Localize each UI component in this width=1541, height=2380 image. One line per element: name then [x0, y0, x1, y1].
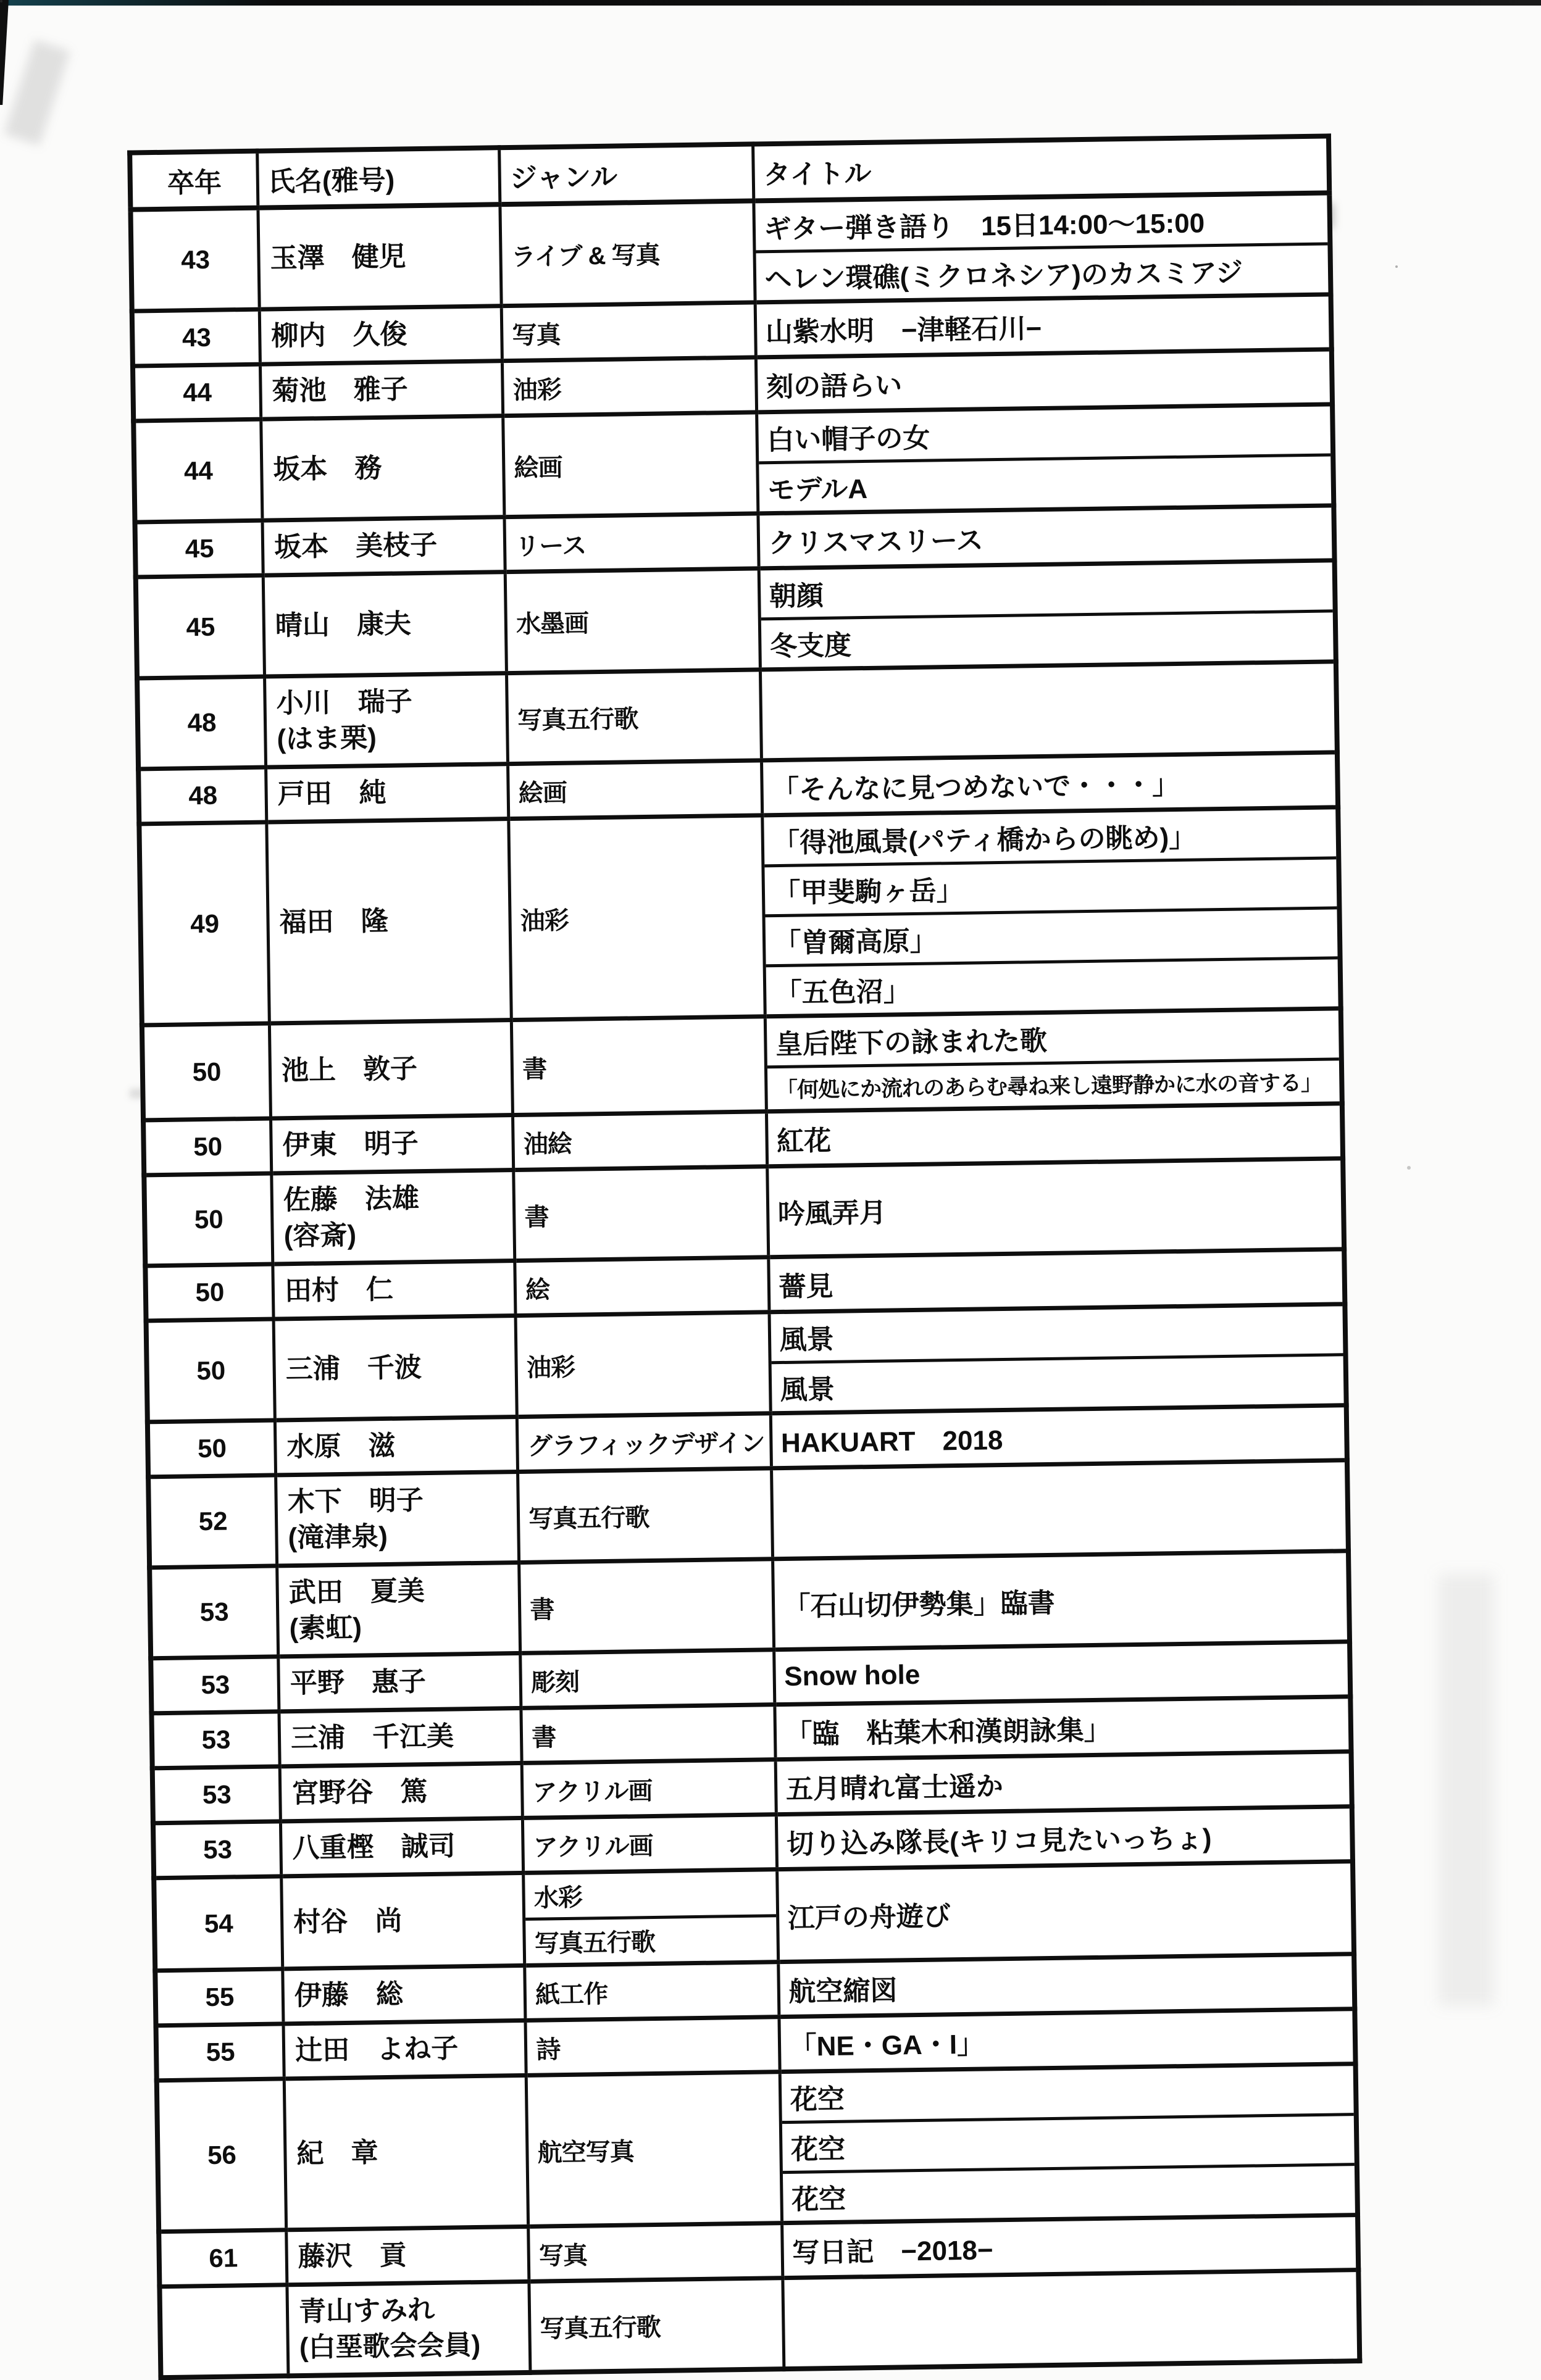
- grad-year-cell: 49: [139, 822, 269, 1025]
- grad-year-cell: 55: [156, 2024, 285, 2081]
- grad-year-cell: 50: [148, 1420, 276, 1477]
- table-row: [130, 193, 1330, 311]
- genre-cell: [525, 2017, 780, 2076]
- title-lines: [760, 562, 1334, 667]
- title-lines: [769, 1180, 1341, 1235]
- name-cell: [265, 673, 508, 767]
- genre-cell: [513, 1112, 767, 1170]
- genre-line: リース: [515, 531, 587, 560]
- title-line: 「そんなに見つめないで・・・」: [771, 769, 1180, 806]
- name-line: 武田 夏美: [288, 1576, 425, 1608]
- name-cell: [283, 1965, 525, 2023]
- name-cell: [267, 819, 512, 1023]
- genre-lines: [528, 2126, 779, 2173]
- genre-lines: [511, 894, 762, 941]
- grad-year-cell: 50: [143, 1118, 272, 1175]
- name-line: (はま栗): [277, 723, 377, 755]
- name-line: (滝津泉): [288, 1521, 388, 1554]
- genre-line: 写真: [538, 2242, 588, 2270]
- title-line: 風景: [779, 1324, 835, 1356]
- title-lines: [763, 756, 1335, 811]
- title-line: 花空: [790, 2084, 845, 2115]
- title-cell: [782, 2215, 1358, 2278]
- name-line: 佐藤 法雄: [283, 1183, 420, 1216]
- name-cell: [282, 1873, 525, 1968]
- genre-lines: [525, 1871, 776, 1963]
- name-line: 紀 章: [296, 2137, 378, 2170]
- grad-year-cell: 52: [148, 1475, 277, 1568]
- genre-line: 詩: [536, 2036, 561, 2064]
- grad-year-cell: 50: [144, 1173, 273, 1266]
- name-line: 池上 敦子: [281, 1053, 418, 1086]
- name-cell: [274, 1316, 517, 1420]
- grad-year-cell: 53: [151, 1657, 279, 1713]
- title-line: 「何処にか流れのあらむ尋ね来し遠野静かに水の音する」: [767, 1057, 1339, 1109]
- name-cell: [261, 416, 504, 520]
- genre-lines: [524, 1821, 775, 1867]
- roster-table-body: [130, 193, 1359, 2378]
- genre-cell: [503, 412, 758, 517]
- grad-year-cell: 44: [133, 419, 262, 522]
- title-line: モデルA: [759, 453, 1331, 511]
- title-cell: [774, 1642, 1350, 1705]
- genre-cell: [515, 1257, 769, 1316]
- col-header-genre: ジャンル: [499, 144, 754, 204]
- name-cell: [275, 1417, 517, 1475]
- name-cell: [279, 1708, 522, 1766]
- genre-line: 絵画: [514, 454, 562, 482]
- genre-cell: [521, 1705, 775, 1763]
- title-cell: [776, 1807, 1353, 1870]
- grad-year-cell: 54: [154, 1876, 283, 1971]
- genre-cell: [504, 514, 759, 572]
- title-line: Snow hole: [783, 1659, 921, 1692]
- genre-cell: [503, 357, 757, 416]
- title-lines: [781, 2066, 1355, 2221]
- title-line: 白い帽子の女: [767, 423, 930, 456]
- title-line: 薔見: [779, 1271, 833, 1303]
- name-cell: [271, 1115, 514, 1173]
- genre-cell: [514, 1167, 768, 1261]
- genre-line: 書: [532, 1723, 556, 1752]
- genre-lines: [514, 1118, 765, 1164]
- grad-year-cell: 44: [133, 364, 261, 421]
- grad-year-cell: 53: [149, 1566, 278, 1658]
- name-cell: [258, 204, 501, 309]
- genre-cell: [525, 1962, 779, 2021]
- scan-smudge: [4, 40, 70, 146]
- title-cell: [756, 349, 1332, 412]
- title-line: 「曽爾高原」: [765, 906, 1337, 964]
- name-cell: [272, 1170, 515, 1264]
- genre-line: グラフィックデザイン: [527, 1429, 765, 1460]
- name-cell: [276, 1471, 519, 1565]
- title-lines: [780, 1958, 1352, 2013]
- title-cell: [772, 1551, 1350, 1650]
- name-line: 三浦 千波: [285, 1352, 422, 1384]
- genre-line: ライブ & 写真: [511, 241, 660, 271]
- title-line: 写日記 −2018−: [792, 2235, 993, 2268]
- title-line: 花空: [782, 2163, 1355, 2221]
- title-cell: [779, 2009, 1356, 2072]
- table-row: [139, 807, 1340, 1025]
- table-row: [146, 1304, 1347, 1422]
- genre-line: 書: [522, 1055, 547, 1083]
- table-row: [137, 662, 1337, 769]
- title-line: 「NE・GA・I」: [789, 2029, 985, 2062]
- genre-lines: [514, 1042, 764, 1089]
- title-line: 吟風弄月: [777, 1197, 887, 1230]
- name-line: 伊藤 総: [294, 1979, 404, 2012]
- name-line: 村谷 尚: [293, 1905, 403, 1937]
- genre-cell: [509, 815, 765, 1020]
- genre-lines: [506, 520, 757, 566]
- title-cell: [777, 1862, 1354, 1962]
- title-lines: [758, 353, 1330, 408]
- genre-lines: [527, 1968, 777, 2015]
- title-cell: [782, 2270, 1359, 2370]
- title-cell: [768, 1249, 1345, 1312]
- grad-year-cell: 61: [159, 2230, 287, 2287]
- title-lines: [755, 195, 1329, 300]
- title-line: 航空縮図: [788, 1975, 898, 2007]
- title-lines: [776, 1700, 1348, 1755]
- title-line: 風景: [771, 1353, 1343, 1411]
- title-cell: [761, 752, 1338, 815]
- table-row: [149, 1551, 1350, 1658]
- name-line: 伊東 明子: [282, 1128, 419, 1161]
- genre-lines: [531, 2302, 782, 2349]
- title-line: ヘレン環礁(ミクロネシア)のカスミアジ: [756, 242, 1328, 300]
- name-line: 玉澤 健児: [270, 241, 406, 273]
- title-line: ギター弾き語り 15日14:00〜15:00: [764, 208, 1205, 245]
- genre-lines: [523, 1711, 774, 1757]
- name-line: 晴山 康夫: [275, 608, 412, 641]
- title-lines: [772, 1409, 1344, 1464]
- title-lines: [774, 1573, 1347, 1628]
- title-line: 刻の語らい: [766, 370, 903, 403]
- name-cell: [263, 572, 506, 676]
- table-row: [154, 1862, 1354, 1971]
- title-lines: [779, 1884, 1351, 1939]
- grad-year-cell: 45: [135, 520, 264, 577]
- genre-cell: [508, 760, 762, 819]
- name-line: (白堊歌会会員): [299, 2329, 481, 2363]
- name-line: 小川 瑞子: [276, 686, 413, 719]
- grad-year-cell: 53: [152, 1766, 281, 1823]
- table-row: [159, 2270, 1359, 2378]
- name-cell: [278, 1653, 521, 1711]
- title-line: 「石山切伊勢集」臨書: [783, 1587, 1056, 1623]
- genre-line: 書: [524, 1203, 549, 1231]
- title-line: 紅花: [776, 1125, 832, 1157]
- name-line: 木下 明子: [287, 1485, 424, 1518]
- genre-line: 写真五行歌: [540, 2313, 661, 2343]
- title-lines: [758, 406, 1332, 511]
- genre-lines: [530, 2229, 781, 2276]
- genre-line: 油絵: [523, 1130, 572, 1159]
- genre-lines: [516, 1191, 766, 1237]
- exhibit-roster-table: [127, 133, 1362, 2380]
- title-cell: [767, 1159, 1344, 1257]
- title-lines: [756, 298, 1329, 353]
- genre-cell: [526, 2072, 782, 2227]
- scan-artifact-top-edge: [0, 0, 1541, 6]
- title-line: 切り込み隊長(キリコ見たいっちょ): [786, 1823, 1212, 1860]
- genre-lines: [505, 441, 756, 488]
- title-line: 花空: [782, 2113, 1354, 2171]
- title-lines: [780, 2013, 1353, 2068]
- name-line: 坂本 美枝子: [274, 530, 438, 563]
- scan-smudge: [1439, 1574, 1494, 2006]
- genre-line: アクリル画: [532, 1777, 653, 1807]
- genre-lines: [524, 1766, 774, 1812]
- name-cell: [284, 2075, 528, 2229]
- table-row: [133, 404, 1334, 522]
- table-row: [148, 1460, 1348, 1568]
- title-lines: [762, 707, 1334, 715]
- title-line: 「臨 粘葉木和漢朗詠集」: [785, 1715, 1111, 1750]
- title-line: 江戸の舟遊び: [787, 1900, 951, 1934]
- title-lines: [778, 1810, 1350, 1865]
- genre-line: アクリル画: [533, 1832, 653, 1862]
- name-line: 三浦 千江美: [290, 1721, 454, 1754]
- name-line: (容斎): [283, 1220, 357, 1252]
- title-cell: [759, 560, 1336, 670]
- title-line: 冬支度: [761, 609, 1333, 667]
- genre-cell: [520, 1650, 775, 1708]
- grad-year-cell: [159, 2285, 288, 2378]
- name-line: 福田 隆: [279, 905, 388, 938]
- genre-cell: [528, 2223, 783, 2282]
- title-cell: [755, 294, 1332, 357]
- title-cell: [778, 1954, 1355, 2017]
- title-lines: [770, 1253, 1342, 1308]
- genre-line: 水彩: [533, 1884, 583, 1912]
- title-line: 皇后陛下の詠まれた歌: [775, 1025, 1048, 1060]
- title-lines: [766, 1010, 1339, 1109]
- name-cell: [280, 1763, 522, 1821]
- genre-cell: [516, 1312, 770, 1417]
- grad-year-cell: 53: [151, 1712, 280, 1768]
- title-cell: [758, 506, 1335, 568]
- genre-cell: [519, 1559, 774, 1654]
- grad-year-cell: 50: [142, 1023, 271, 1120]
- title-cell: [774, 1697, 1351, 1760]
- title-cell: [756, 404, 1334, 514]
- col-header-title: タイトル: [753, 136, 1329, 201]
- title-cell: [760, 662, 1337, 760]
- scan-artifact-corner-mark: [0, 0, 9, 105]
- name-line: 平野 惠子: [290, 1666, 427, 1699]
- grad-year-cell: 50: [146, 1319, 275, 1422]
- genre-lines: [504, 364, 754, 410]
- genre-lines: [522, 1656, 773, 1702]
- genre-cell: [505, 568, 760, 673]
- table-row: [136, 560, 1336, 678]
- name-cell: [283, 2020, 526, 2078]
- genre-line: 紙工作: [535, 1980, 608, 2009]
- title-lines: [777, 1755, 1349, 1810]
- grad-year-cell: 55: [155, 1969, 283, 2026]
- name-line: 水原 滋: [286, 1430, 396, 1463]
- title-lines: [774, 1505, 1345, 1513]
- genre-cell: [500, 201, 755, 306]
- name-line: 宮野谷 篤: [291, 1776, 428, 1809]
- title-lines: [768, 1107, 1340, 1162]
- genre-line: 写真五行歌: [528, 1504, 649, 1533]
- title-cell: [762, 807, 1340, 1017]
- name-line: 坂本 務: [273, 452, 382, 485]
- genre-line: 書: [530, 1596, 554, 1624]
- scan-speckles: [0, 0, 2, 2]
- title-lines: [783, 2219, 1356, 2274]
- genre-lines: [509, 767, 760, 813]
- genre-line: 航空写真: [537, 2137, 635, 2167]
- genre-line: 油彩: [526, 1354, 575, 1382]
- genre-cell: [523, 1815, 777, 1873]
- genre-line: 写真五行歌: [525, 1914, 776, 1963]
- genre-lines: [507, 597, 758, 644]
- genre-lines: [503, 309, 754, 355]
- title-lines: [775, 1649, 1348, 1697]
- grad-year-cell: 48: [138, 767, 267, 824]
- name-cell: [273, 1261, 516, 1319]
- table-row: [157, 2064, 1358, 2232]
- grad-year-cell: 43: [132, 309, 261, 366]
- name-line: 戸田 純: [277, 777, 387, 810]
- title-cell: [775, 1752, 1352, 1815]
- genre-cell: [518, 1468, 772, 1563]
- name-line: 八重樫 誠司: [292, 1831, 456, 1864]
- genre-cell: [524, 1870, 778, 1966]
- title-cell: [780, 2064, 1358, 2223]
- title-cell: [753, 193, 1330, 302]
- name-cell: [286, 2226, 529, 2284]
- title-lines: [770, 1306, 1344, 1411]
- title-lines: [764, 809, 1338, 1014]
- genre-lines: [521, 1583, 772, 1629]
- genre-line: 油彩: [520, 907, 569, 935]
- genre-lines: [502, 230, 753, 277]
- genre-line: 油彩: [512, 376, 562, 404]
- title-line: クリスマスリース: [768, 525, 984, 559]
- name-line: 青山すみれ: [298, 2295, 435, 2328]
- grad-year-cell: 56: [157, 2079, 286, 2232]
- col-header-grad-year: 卒年: [130, 151, 258, 210]
- table-row: [142, 1009, 1342, 1120]
- genre-line: 絵画: [518, 779, 567, 807]
- genre-cell: [529, 2278, 783, 2373]
- genre-line: 水墨画: [516, 610, 589, 638]
- genre-cell: [507, 670, 761, 764]
- genre-lines: [519, 1420, 769, 1466]
- title-line: 「甲斐駒ヶ岳」: [764, 856, 1337, 914]
- name-line: 田村 仁: [284, 1274, 394, 1307]
- name-cell: [280, 1818, 523, 1876]
- title-cell: [769, 1304, 1347, 1413]
- name-cell: [261, 361, 503, 419]
- title-line: 山紫水明 −津軽石川−: [765, 313, 1042, 348]
- title-cell: [765, 1009, 1342, 1112]
- title-line: 「得池風景(パティ橋からの眺め)」: [772, 822, 1196, 859]
- name-cell: [287, 2281, 530, 2376]
- genre-lines: [520, 1492, 770, 1539]
- genre-cell: [501, 302, 756, 361]
- name-line: 菊池 雅子: [272, 374, 408, 407]
- grad-year-cell: 43: [130, 208, 259, 311]
- grad-year-cell: 53: [153, 1821, 282, 1878]
- table-row: [144, 1159, 1344, 1266]
- genre-lines: [517, 1341, 768, 1388]
- name-cell: [262, 517, 505, 575]
- name-line: 藤沢 貢: [298, 2240, 407, 2273]
- name-line: (素虹): [289, 1612, 362, 1644]
- name-line: 柳内 久俊: [271, 319, 407, 352]
- title-cell: [770, 1405, 1347, 1468]
- name-cell: [259, 306, 502, 364]
- name-cell: [277, 1562, 520, 1656]
- title-line: HAKUART 2018: [780, 1425, 1003, 1459]
- name-cell: [266, 764, 509, 822]
- genre-line: 写真: [512, 321, 561, 349]
- genre-line: 絵: [525, 1276, 550, 1304]
- title-line: 五月晴れ富士遥か: [785, 1771, 1004, 1805]
- exhibit-table-wrap: [127, 133, 1362, 2380]
- title-lines: [785, 2315, 1356, 2323]
- genre-cell: [522, 1760, 776, 1818]
- grad-year-cell: 50: [145, 1264, 274, 1321]
- title-lines: [759, 509, 1332, 564]
- genre-cell: [517, 1413, 772, 1472]
- genre-lines: [517, 1263, 767, 1310]
- genre-lines: [509, 694, 759, 740]
- genre-cell: [512, 1017, 766, 1115]
- name-line: 辻田 よね子: [294, 2033, 459, 2066]
- name-cell: [269, 1020, 512, 1118]
- genre-line: 彫刻: [530, 1668, 580, 1697]
- title-line: 「五色沼」: [766, 956, 1338, 1014]
- title-line: 朝顔: [769, 580, 824, 612]
- genre-lines: [527, 2023, 778, 2070]
- title-cell: [766, 1104, 1343, 1167]
- grad-year-cell: 45: [136, 575, 265, 678]
- col-header-name: 氏名(雅号): [257, 148, 500, 207]
- grad-year-cell: 48: [137, 676, 266, 769]
- genre-line: 写真五行歌: [517, 705, 638, 734]
- title-cell: [771, 1460, 1348, 1559]
